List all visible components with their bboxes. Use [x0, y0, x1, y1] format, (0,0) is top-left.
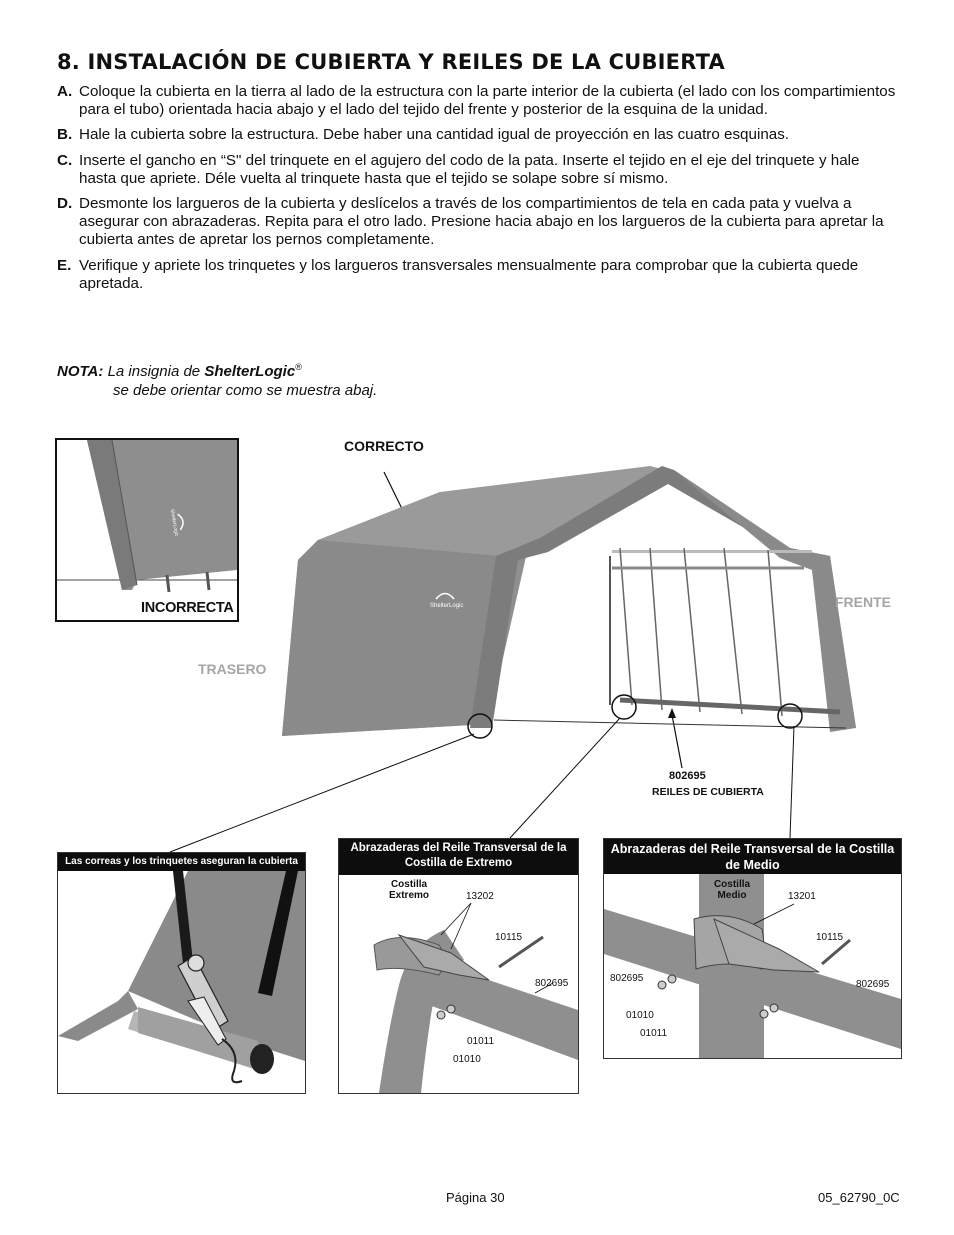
- end-rib-panel-title: Abrazaderas del Reile Transversal de la Costilla de Extremo: [339, 839, 578, 875]
- front-label: FRENTE: [835, 594, 891, 610]
- mid-rib-panel-title: Abrazaderas del Reile Transversal de la Costilla de Medio: [604, 839, 901, 874]
- step-letter: D.: [57, 195, 73, 213]
- part-label: 10115: [495, 932, 523, 943]
- mid-rib-panel: [603, 838, 902, 1059]
- step-e: [57, 257, 897, 293]
- part-label: 01010: [626, 1010, 654, 1021]
- part-label: 802695: [610, 973, 644, 984]
- note-text: La insignia de: [107, 363, 201, 380]
- ratchet-panel-title: Las correas y los trinquetes aseguran la cubierta: [58, 853, 305, 871]
- note-label: NOTA:: [57, 363, 104, 380]
- doc-code: 05_62790_0C: [818, 1190, 900, 1205]
- note: [57, 358, 377, 400]
- part-label: 01010: [453, 1054, 481, 1065]
- note-line2: se debe orientar como se muestra abaj.: [113, 382, 378, 399]
- step-letter: E.: [57, 256, 72, 274]
- step-text: Verifique y apriete los trinquetes y los largueros transversales mensualmente para comprobar que la cubierta quede apretada.: [79, 256, 859, 292]
- rear-label: TRASERO: [198, 661, 267, 677]
- step-letter: A.: [57, 83, 73, 100]
- instruction-steps: [57, 83, 897, 300]
- ratchet-illustration: [58, 871, 305, 1093]
- logo-text: ShelterLogic: [430, 603, 464, 609]
- part-label: 13201: [788, 891, 816, 902]
- part-label: 802695: [535, 978, 569, 989]
- section-title: 8. INSTALACIÓN DE CUBIERTA Y REILES DE LA CUBIERTA: [57, 50, 726, 74]
- logo-text: ShelterLogic: [168, 508, 180, 537]
- correct-label: CORRECTO: [344, 438, 424, 454]
- ratchet-panel: [57, 852, 306, 1094]
- part-label: 01011: [467, 1036, 495, 1047]
- part-label: 01011: [640, 1028, 668, 1039]
- note-reg: ®: [295, 362, 302, 372]
- step-a: [57, 83, 897, 119]
- part-label: 13202: [466, 891, 494, 902]
- step-d: [57, 195, 897, 250]
- part-label: 10115: [816, 932, 844, 943]
- part-label: 802695: [856, 979, 890, 990]
- step-text: Hale la cubierta sobre la estructura. Debe haber una cantidad igual de proyección en las cuatro esquinas.: [79, 126, 790, 144]
- step-c: [57, 152, 897, 188]
- note-brand: ShelterLogic: [204, 363, 296, 380]
- end-rib-panel: [338, 838, 579, 1094]
- step-text: Inserte el gancho en “S" del trinquete en el agujero del codo de la pata. Inserte el tejido en el eje del trinquete y hale hasta que apriete. Déle vuelta al trinquete hasta que el tejido se solape sobre sí mismo.: [79, 151, 860, 187]
- part-number-label: 802695: [669, 770, 706, 782]
- step-b: [57, 126, 897, 144]
- step-text: Desmonte los largueros de la cubierta y deslícelos a través de los compartimientos de tela en cada pata y vuelva a asegurar con abrazaderas. Repita para el otro lado. Presione hacia abajo en los largueros de la cubierta para apretar la cubierta antes de apretar los pernos completamente.: [79, 195, 884, 249]
- step-letter: B.: [57, 126, 73, 144]
- cover-rails-label: REILES DE CUBIERTA: [652, 786, 764, 798]
- step-text: Coloque la cubierta en la tierra al lado de la estructura con la parte interior de la cubierta (el lado con los compartimientos para el tubo) orientada hacia abajo y el lado del tejido del frente y posterior de la esquina de la unidad.: [79, 83, 896, 119]
- end-rib-label: Costilla Extremo: [388, 879, 429, 901]
- incorrect-label: INCORRECTA: [141, 600, 234, 616]
- mid-rib-label: Costilla Medio: [713, 879, 751, 901]
- step-letter: C.: [57, 151, 73, 169]
- page-number: Página 30: [446, 1190, 505, 1205]
